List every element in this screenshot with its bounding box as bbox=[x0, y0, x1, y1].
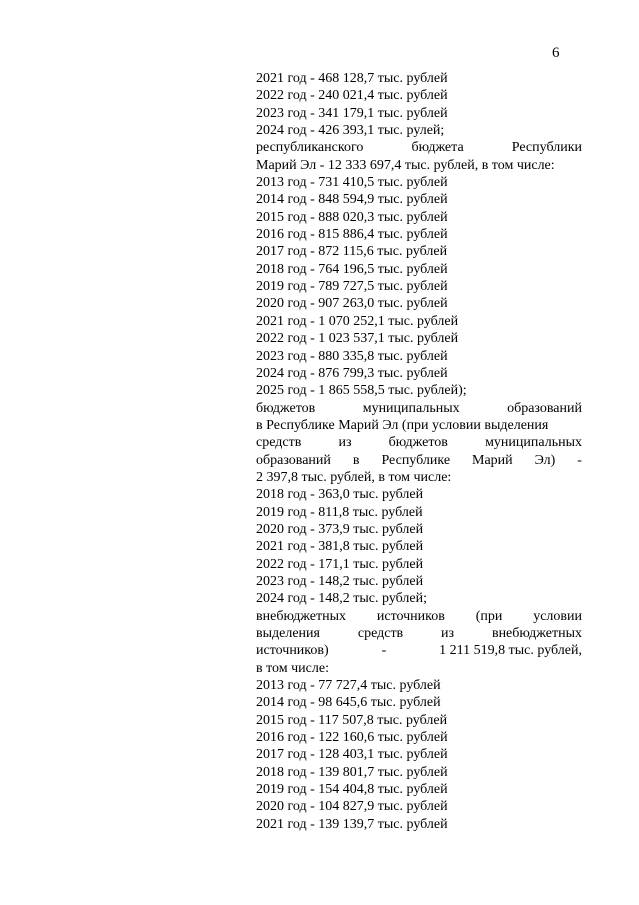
text-line: 2014 год - 98 645,6 тыс. рублей bbox=[256, 695, 441, 711]
municipal-budget-line bbox=[256, 452, 582, 469]
text-line: 2018 год - 764 196,5 тыс. рублей bbox=[256, 261, 448, 277]
word: - bbox=[381, 643, 387, 659]
text-line: 2025 год - 1 865 558,5 тыс. рублей); bbox=[256, 383, 467, 399]
word: бюджетов bbox=[388, 435, 448, 451]
text-line: 2021 год - 139 139,7 тыс. рублей bbox=[256, 816, 448, 832]
word: внебюджетных bbox=[256, 608, 347, 624]
text-line: Марий Эл - 12 333 697,4 тыс. рублей, в том числе: bbox=[256, 157, 555, 173]
text-line: 2013 год - 77 727,4 тыс. рублей bbox=[256, 678, 441, 694]
text-line: 2019 год - 154 404,8 тыс. рублей bbox=[256, 782, 448, 798]
word: Республике bbox=[381, 452, 451, 468]
word: из bbox=[441, 626, 455, 641]
text-line: 2020 год - 104 827,9 тыс. рублей bbox=[256, 799, 448, 815]
word: образований bbox=[256, 452, 331, 468]
text-line: 2015 год - 888 020,3 тыс. рублей bbox=[256, 209, 448, 225]
word: внебюджетных bbox=[491, 626, 582, 641]
word: Республики bbox=[511, 140, 582, 156]
text-line: 2015 год - 117 507,8 тыс. рублей bbox=[256, 712, 448, 728]
text-line: 2020 год - 373,9 тыс. рублей bbox=[256, 521, 424, 537]
text-line: 2021 год - 381,8 тыс. рублей bbox=[256, 539, 424, 555]
municipal-budget-line bbox=[256, 434, 582, 451]
word: (при bbox=[475, 608, 503, 624]
word: Эл) bbox=[534, 452, 556, 468]
text-line: 2016 год - 122 160,6 тыс. рублей bbox=[256, 730, 448, 746]
text-line: 2 397,8 тыс. рублей, в том числе: bbox=[256, 469, 452, 485]
text-line: 2019 год - 789 727,5 тыс. рублей bbox=[256, 279, 448, 295]
text-line: 2024 год - 148,2 тыс. рублей; bbox=[256, 591, 428, 607]
text-line: 2022 год - 1 023 537,1 тыс. рублей bbox=[256, 331, 459, 347]
text-line: 2023 год - 341 179,1 тыс. рублей bbox=[256, 105, 448, 121]
text-line: 2013 год - 731 410,5 тыс. рублей bbox=[256, 175, 448, 191]
text-line: 2018 год - 363,0 тыс. рублей bbox=[256, 487, 424, 503]
extra-budget-heading bbox=[256, 608, 582, 625]
extra-budget-line bbox=[256, 642, 582, 659]
word: в bbox=[352, 452, 360, 468]
word: средств bbox=[256, 435, 302, 451]
word: муниципальных bbox=[362, 400, 460, 416]
word: 1 211 519,8 тыс. рублей, bbox=[439, 643, 582, 659]
word: - bbox=[577, 452, 582, 468]
text-line: в том числе: bbox=[256, 660, 329, 676]
text-line: 2024 год - 876 799,3 тыс. рублей bbox=[256, 365, 448, 381]
text-line: 2022 год - 171,1 тыс. рублей bbox=[256, 556, 424, 572]
republic-budget-heading bbox=[256, 139, 582, 156]
text-line: 2017 год - 128 403,1 тыс. рублей bbox=[256, 747, 448, 763]
word: средств bbox=[357, 626, 404, 641]
word: источников bbox=[376, 608, 445, 624]
word: муниципальных bbox=[485, 435, 582, 451]
text-line: 2023 год - 148,2 тыс. рублей bbox=[256, 573, 424, 589]
word: из bbox=[338, 435, 352, 451]
text-line: 2016 год - 815 886,4 тыс. рублей bbox=[256, 227, 448, 243]
text-line: 2021 год - 1 070 252,1 тыс. рублей bbox=[256, 313, 459, 329]
text-line: 2019 год - 811,8 тыс. рублей bbox=[256, 504, 423, 520]
page-number: 6 bbox=[552, 45, 560, 61]
text-line: 2020 год - 907 263,0 тыс. рублей bbox=[256, 296, 448, 312]
text-line: 2024 год - 426 393,1 тыс. рулей; bbox=[256, 123, 445, 139]
text-line: 2017 год - 872 115,6 тыс. рублей bbox=[256, 244, 448, 260]
word: республиканского bbox=[256, 140, 364, 156]
text-line: 2018 год - 139 801,7 тыс. рублей bbox=[256, 764, 448, 780]
word: выделения bbox=[256, 626, 320, 641]
word: условии bbox=[533, 608, 582, 624]
document-body bbox=[256, 70, 582, 833]
word: бюджета bbox=[411, 140, 464, 156]
word: Марий bbox=[472, 452, 513, 468]
text-line: 2023 год - 880 335,8 тыс. рублей bbox=[256, 348, 448, 364]
word: источников) bbox=[256, 643, 329, 659]
text-line: 2021 год - 468 128,7 тыс. рублей bbox=[256, 71, 448, 86]
text-line: в Республике Марий Эл (при условии выделения bbox=[256, 417, 549, 433]
text-line: 2014 год - 848 594,9 тыс. рублей bbox=[256, 192, 448, 208]
word: бюджетов bbox=[256, 400, 316, 416]
extra-budget-line bbox=[256, 625, 582, 642]
text-line: 2022 год - 240 021,4 тыс. рублей bbox=[256, 88, 448, 104]
word: образований bbox=[507, 400, 582, 416]
municipal-budget-heading bbox=[256, 400, 582, 417]
